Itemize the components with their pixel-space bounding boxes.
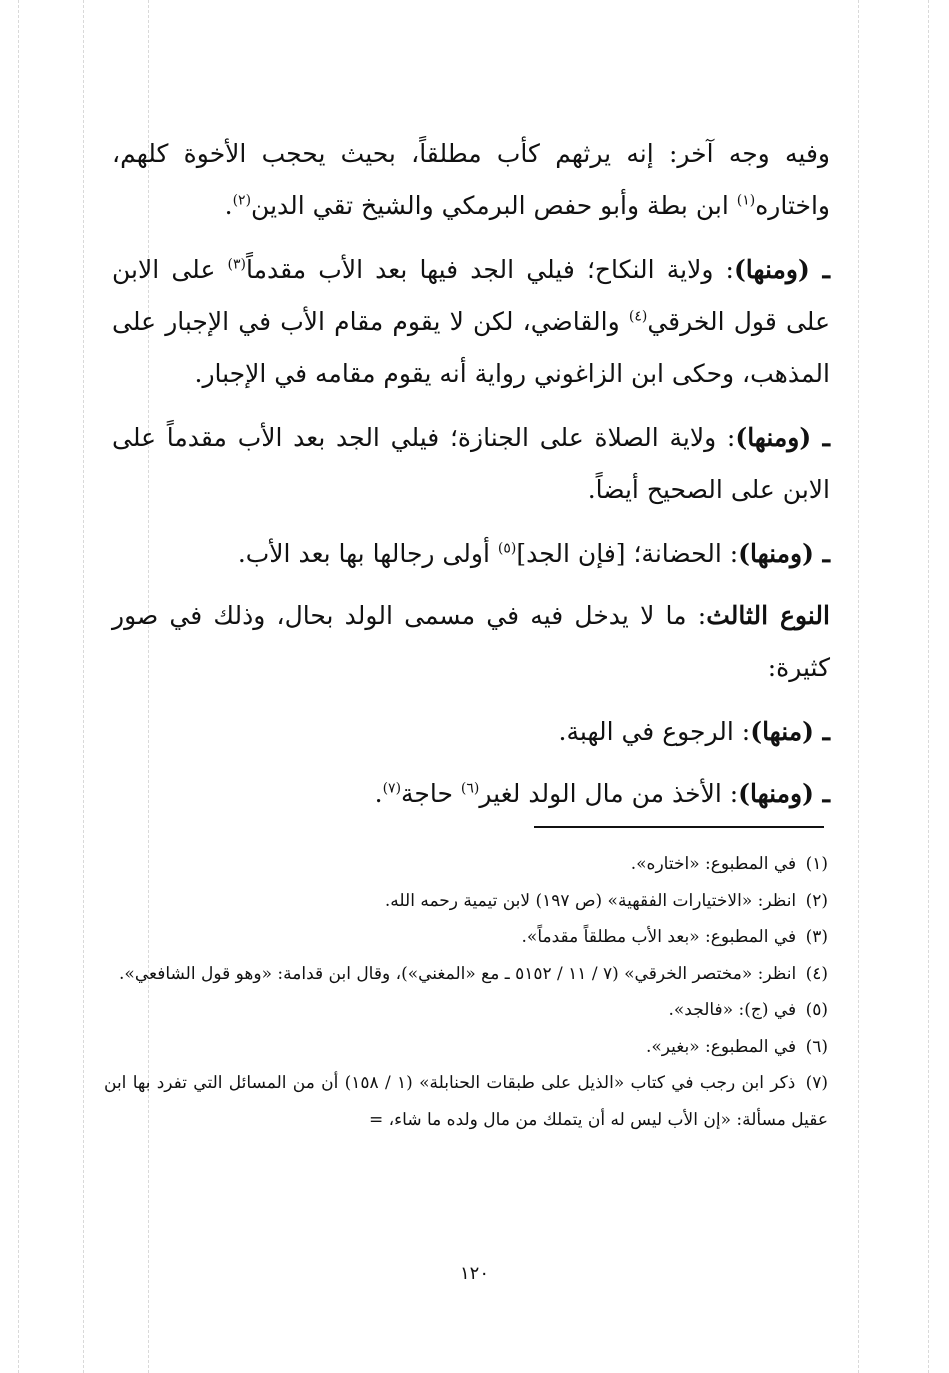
- margin-guide-line: [83, 0, 84, 1373]
- footnote-separator: [534, 826, 824, 828]
- footnote-number: (٧): [805, 1073, 828, 1093]
- footnote-number: (٢): [805, 890, 828, 911]
- footnote-2: [104, 883, 828, 920]
- paragraph-text: حاجة: [401, 779, 461, 808]
- footnote-ref[interactable]: (٤): [628, 308, 648, 325]
- paragraph-3: [112, 412, 830, 516]
- footnote-number: (٤): [805, 963, 828, 984]
- footnote-text: ذكر ابن رجب في كتاب «الذيل على طبقات الحنابلة» (١ / ١٥٨) أن من المسائل التي تفرد بها ابن عقيل مسألة: «إن الأب ليس له أن يتملك من مال ولده ما شاء، =: [104, 1073, 828, 1130]
- margin-guide-line: [18, 0, 19, 1373]
- footnote-text: في المطبوع: «اختاره».: [630, 854, 797, 874]
- paragraph-text: : ما لا يدخل فيه في مسمى الولد بحال، وذلك في صور كثيرة:: [112, 601, 830, 682]
- footnotes: [104, 846, 828, 1138]
- page-number: ١٢٠: [459, 1263, 489, 1284]
- footnote-number: (٣): [805, 927, 828, 947]
- paragraph-text: : الرجوع في الهبة.: [558, 717, 751, 746]
- footnote-text: في المطبوع: «بغير».: [645, 1036, 797, 1057]
- footnote-ref[interactable]: (٥): [497, 540, 517, 557]
- paragraph-text: على الابن على قول الخرقي: [112, 255, 830, 336]
- paragraph-text: وفيه وجه آخر: إنه يرثهم كأب مطلقاً، بحيث يحجب الأخوة كلهم، واختاره: [112, 139, 830, 220]
- footnote-text: في (ج): «فالجد».: [668, 1000, 797, 1020]
- section-lead: ـ (ومنها): [733, 255, 830, 284]
- footnote-number: (١): [805, 854, 828, 874]
- paragraph-text: أولى رجالها بها بعد الأب.: [237, 539, 498, 568]
- paragraph-text: ابن بطة وأبو حفص البرمكي والشيخ تقي الدين: [251, 191, 737, 220]
- footnote-7: [104, 1065, 828, 1138]
- footnote-text: انظر: «الاختيارات الفقهية» (ص ١٩٧) لابن تيمية رحمه الله.: [384, 890, 797, 911]
- footnote-ref[interactable]: (٧): [382, 780, 402, 797]
- paragraph-5: [112, 590, 830, 694]
- section-lead: ـ (ومنها): [735, 423, 830, 452]
- margin-guide-line: [858, 0, 859, 1373]
- footnote-1: [104, 846, 828, 883]
- paragraph-7: [112, 768, 830, 820]
- section-lead: ـ (ومنها): [738, 779, 830, 808]
- footnote-text: في المطبوع: «بعد الأب مطلقاً مقدماً».: [521, 927, 797, 947]
- paragraph-text: .: [224, 191, 233, 220]
- footnote-ref[interactable]: (٣): [227, 256, 246, 273]
- main-text: [112, 128, 830, 832]
- paragraph-1: [112, 128, 830, 232]
- paragraph-text: : الحضانة؛ [فإن الجد]: [516, 539, 739, 568]
- paragraph-text: : الأخذ من مال الولد لغير: [479, 779, 739, 808]
- paragraph-6: [112, 706, 830, 758]
- paragraph-4: [112, 528, 830, 580]
- paragraph-2: [112, 244, 830, 400]
- section-heading: النوع الثالث: [706, 601, 830, 630]
- footnote-text: انظر: «مختصر الخرقي» (٧ / ١١ / ٥١٥٢ ـ مع «المغني»)، وقال ابن قدامة: «وهو قول الشافعي».: [119, 963, 797, 984]
- margin-guide-line: [928, 0, 929, 1373]
- footnote-ref[interactable]: (٦): [460, 780, 480, 797]
- section-lead: ـ (منها): [750, 717, 830, 746]
- footnote-ref[interactable]: (٢): [232, 192, 252, 209]
- paragraph-text: : ولاية النكاح؛ فيلي الجد فيها بعد الأب مقدماً: [245, 255, 734, 284]
- footnote-5: [104, 992, 828, 1029]
- paragraph-text: .: [374, 779, 383, 808]
- footnote-6: [104, 1029, 828, 1066]
- paragraph-text: : ولاية الصلاة على الجنازة؛ فيلي الجد بعد الأب مقدماً على الابن على الصحيح أيضاً.: [112, 423, 830, 504]
- footnote-4: [104, 956, 828, 993]
- paragraph-text: والقاضي، لكن لا يقوم مقام الأب في الإجبار على المذهب، وحكى ابن الزاغوني رواية أنه يقوم مقامه في الإجبار.: [112, 307, 830, 388]
- footnote-number: (٥): [805, 1000, 828, 1020]
- footnote-ref[interactable]: (١): [736, 192, 756, 209]
- footnote-number: (٦): [805, 1036, 828, 1057]
- footnote-3: [104, 919, 828, 956]
- section-lead: ـ (ومنها): [738, 539, 830, 568]
